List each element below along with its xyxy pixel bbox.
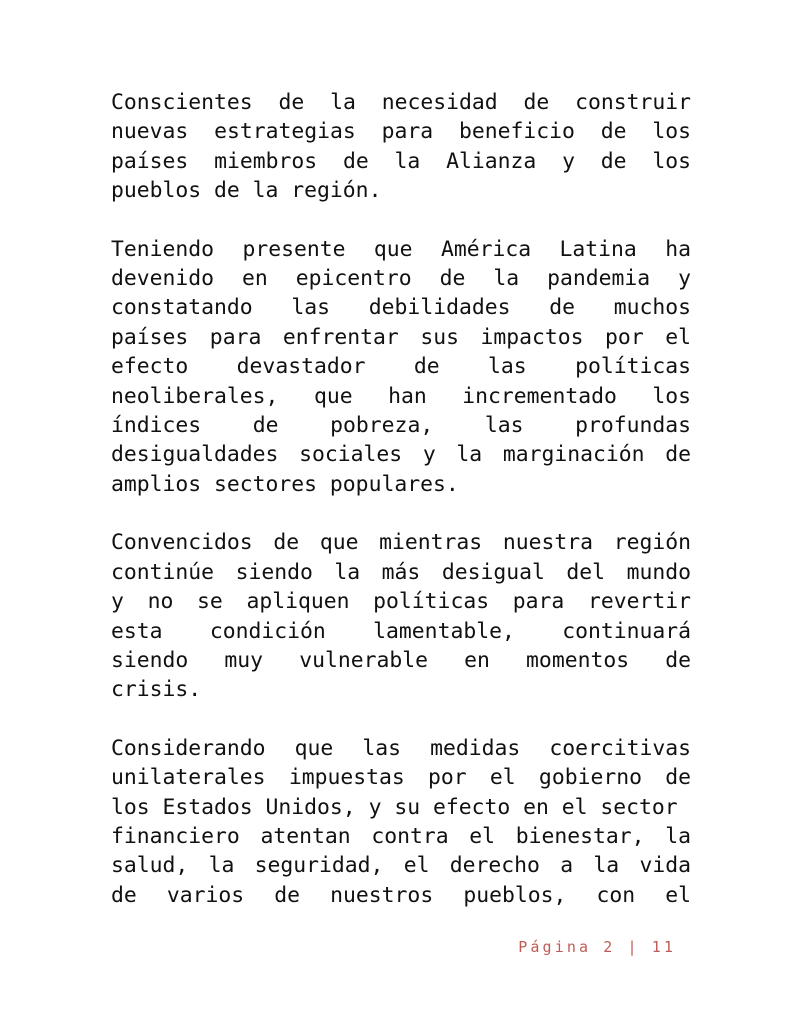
text-line: Conscientes de la necesidad de construir — [111, 90, 691, 115]
text-line: Convencidos de que mientras nuestra región — [111, 530, 691, 556]
text-line: países miembros de la Alianza y de los — [111, 148, 691, 174]
text-line: siendo muy vulnerable en momentos de — [111, 647, 691, 673]
text-line: efecto devastador de las políticas — [111, 354, 691, 380]
paragraph-considerando — [111, 734, 691, 910]
text-line: desigualdades sociales y la marginación de — [111, 442, 691, 468]
text-line: crisis. — [111, 677, 202, 703]
text-line: índices de pobreza, las profundas — [111, 413, 691, 439]
text-line: Teniendo presente que América Latina ha — [111, 236, 691, 262]
text-line: Considerando que las medidas coercitivas — [111, 735, 691, 761]
text-line: financiero atentan contra el bienestar, la — [111, 823, 691, 849]
text-line: esta condición lamentable, continuará — [111, 618, 691, 644]
text-line: neoliberales, que han incrementado los — [111, 383, 691, 409]
paragraph-teniendo-presente — [111, 235, 691, 500]
document-body — [111, 88, 691, 939]
text-line: de varios de nuestros pueblos, con el — [111, 882, 691, 908]
text-line: continúe siendo la más desigual del mundo — [111, 559, 691, 585]
text-line: constatando las debilidades de muchos — [111, 295, 691, 321]
page-footer: Página 2 | 11 — [518, 938, 676, 956]
text-line: amplios sectores populares. — [111, 471, 459, 497]
paragraph-convencidos — [111, 528, 691, 704]
text-line: países para enfrentar sus impactos por el — [111, 324, 691, 350]
text-line: salud, la seguridad, el derecho a la vida — [111, 853, 691, 879]
text-line: devenido en epicentro de la pandemia y — [111, 266, 691, 292]
text-line: y no se apliquen políticas para revertir — [111, 589, 691, 615]
text-line: pueblos de la región. — [111, 178, 382, 204]
paragraph-conscientes — [111, 88, 691, 206]
text-line: los Estados Unidos, y su efecto en el sector — [111, 794, 678, 820]
text-line: nuevas estrategias para beneficio de los — [111, 119, 691, 145]
text-line: unilaterales impuestas por el gobierno de — [111, 765, 691, 791]
